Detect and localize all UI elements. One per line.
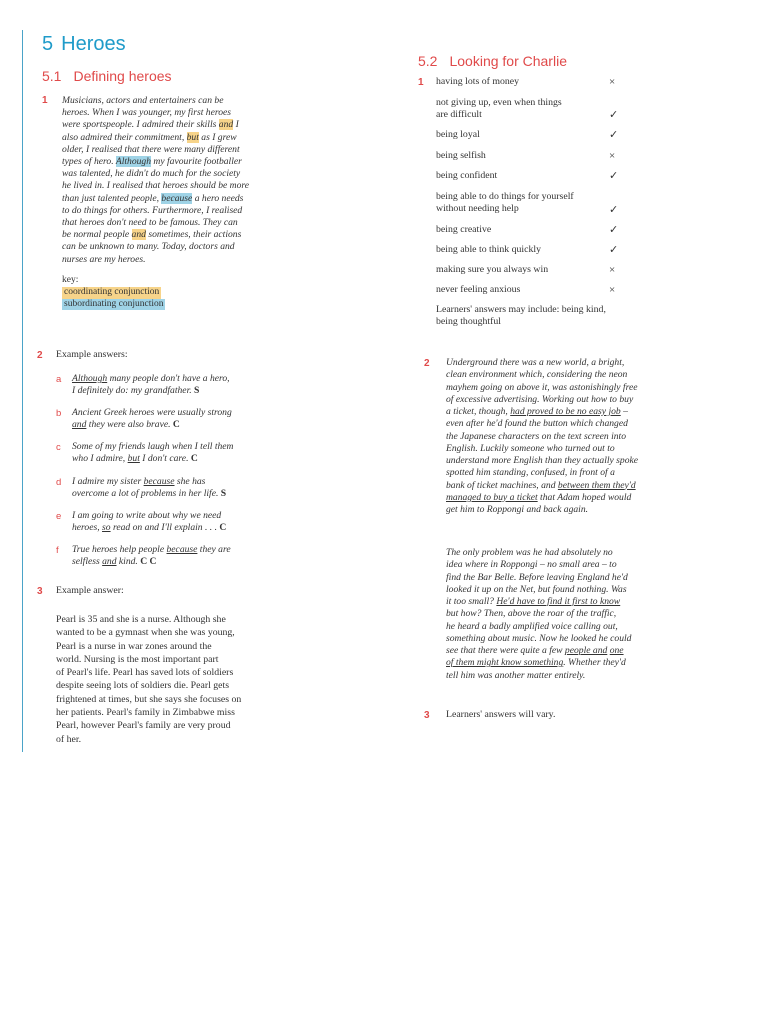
answer-line: of Pearl's life. Pearl has saved lots of soldiers [56,667,234,679]
passage-line: than just talented people, because a hero needs [62,192,244,204]
question-number: 2 [37,350,43,361]
check-mark: ✓ [609,170,619,182]
answer-line: Pearl, however Pearl's family are very proud [56,720,231,732]
coordinating-conjunction-highlight: but [186,131,199,143]
quality-row: being confident [436,170,498,181]
quality-row: being able to do things for yourself without needing help [436,191,574,215]
question-number: 3 [424,710,430,721]
example-answer-f: True heroes help people because they are selfless and kind. C C [72,544,231,568]
answer-line: of her. [56,733,82,745]
passage-line: Musicians, actors and entertainers can be [62,95,224,106]
question-number: 1 [418,77,424,88]
quality-row: being selfish [436,150,486,161]
section-number: 5.1 [42,68,62,84]
passage-line: older, I realised that there were many different [62,143,240,155]
passage-line: can be unknown to many. Today, doctors and [62,241,235,253]
subordinating-conjunction-highlight: because [161,192,193,204]
example-answer-c: Some of my friends laugh when I tell them who I admire, but I don't care. C [72,441,234,465]
coordinating-conjunction-highlight: and [218,119,234,131]
item-letter: f [56,545,59,556]
chapter-title-text: Heroes [61,33,126,55]
section-5-2-heading [418,53,567,69]
example-answer-e: I am going to write about why we need heroes, so read on and I'll explain . . . C [72,510,227,534]
passage-line: nurses are my heroes. [62,253,146,265]
item-letter: e [56,511,62,522]
quality-row: never feeling anxious [436,284,521,295]
item-letter: b [56,408,62,419]
q3-heading: Example answer: [56,585,124,596]
answer-line: Pearl is a nurse in war zones around the [56,640,212,652]
sentence-type-tag: C [172,419,180,431]
quality-row: making sure you always win [436,264,549,275]
answer-line: her patients. Pearl's family in Zimbabwe miss [56,707,235,719]
key-block [62,275,165,310]
sentence-type-tag: S [220,488,227,500]
margin-rule [22,30,23,752]
sentence-type-tag: S [194,385,200,397]
q2-heading: Example answers: [56,349,128,360]
item-letter: c [56,442,61,453]
section-title: Looking for Charlie [449,53,567,69]
chapter-title [42,33,126,56]
q3-answer-text: Learners' answers will vary. [446,709,556,720]
check-mark: ✓ [609,204,619,216]
check-mark: ✓ [609,129,619,141]
key-coordinating: coordinating conjunction [64,286,160,297]
q2-passage-2: The only problem was he had absolutely no idea where in Roppongi – no small area – to find the Bar Belle. Before leaving England he'd looked it up on the Net, but found nothing. Was it too small? He'd have to find it first to know but how? Then, above the roar of the traffic, he heard a badly amplified voice calling out, something about music. Now he looked he could see that there were quite a few people and one of them might know something. Whether they'd tell him was another matter entirely. [446,547,632,681]
sentence-type-tag: C C [140,556,157,568]
answer-line: despite seeing lots of soldiers die. Pearl gets [56,680,230,692]
section-title: Defining heroes [73,68,172,84]
answer-line: world. Nursing is the most important part [56,653,219,665]
passage-line: to do things for others. Furthermore, I realised [62,204,243,216]
question-number: 3 [37,586,43,597]
sentence-type-tag: C [190,453,198,465]
cross-mark: × [609,284,616,296]
answer-line: frightened at times, but she says she focuses on [56,693,242,705]
passage-line: also admired their commitment, but as I grew [62,131,237,143]
example-answer-b: Ancient Greek heroes were usually strong and they were also brave. C [72,407,232,431]
question-number: 1 [42,95,48,106]
check-mark: ✓ [609,109,619,121]
quality-row: being able to think quickly [436,244,542,255]
sentence-type-tag: C [219,522,227,534]
key-subordinating: subordinating conjunction [64,298,164,309]
subordinating-conjunction-highlight: Although [115,156,152,168]
answer-line: Pearl is 35 and she is a nurse. Although she [56,614,226,625]
passage-line: was talented, he didn't do much for the society [62,168,241,180]
cross-mark: × [609,264,616,276]
learners-note: Learners' answers may include: being kind, being thoughtful [436,304,606,328]
quality-row: not giving up, even when things are difficult [436,97,562,121]
coordinating-conjunction-highlight: and [131,229,146,241]
check-mark: ✓ [609,244,619,256]
q2-passage-1: Underground there was a new world, a bright, clean environment which, considering the neon mayhem going on above it, was astonishingly free of excessive advertising. Working out how to buy a ticket, though, had proved to be no easy job – even after he'd found the button which changed the Japanese characters on the text screen into English. Luckily someone who turned out to understand more English than they actually spoke spotted him standing, confused, in front of a bank of ticket machines, and between them they'd managed to buy a ticket that Adam hoped would get him to Roppongi and back again. [446,357,639,515]
quality-row: being loyal [436,129,480,140]
passage-line: heroes. When I was younger, my first heroes [62,107,232,119]
passage-line: he lived in. I realised that heroes should be more [62,180,250,192]
cross-mark: × [609,150,616,162]
passage-line: were sportspeople. I admired their skills and I [62,119,239,131]
q3-answer [56,613,281,746]
quality-row: being creative [436,224,492,235]
question-number: 2 [424,358,430,369]
quality-row: having lots of money [436,76,519,87]
item-letter: d [56,477,62,488]
chapter-number: 5 [42,33,54,55]
key-label: key: [62,275,79,285]
passage-line: be normal people and sometimes, their actions [62,229,242,241]
section-5-1-heading [42,68,172,84]
example-answer-a: Although many people don't have a hero, I definitely do: my grandfather. S [72,373,230,397]
cross-mark: × [609,76,616,88]
passage-line: types of hero. Although my favourite footballer [62,156,242,168]
passage-line: that heroes don't need to be famous. They can [62,217,238,229]
check-mark: ✓ [609,224,619,236]
example-answer-d: I admire my sister because she has overcome a lot of problems in her life. S [72,476,227,500]
item-letter: a [56,374,62,385]
answer-line: wanted to be a gymnast when she was young, [56,627,235,639]
q1-passage [62,95,277,266]
section-number: 5.2 [418,53,438,69]
